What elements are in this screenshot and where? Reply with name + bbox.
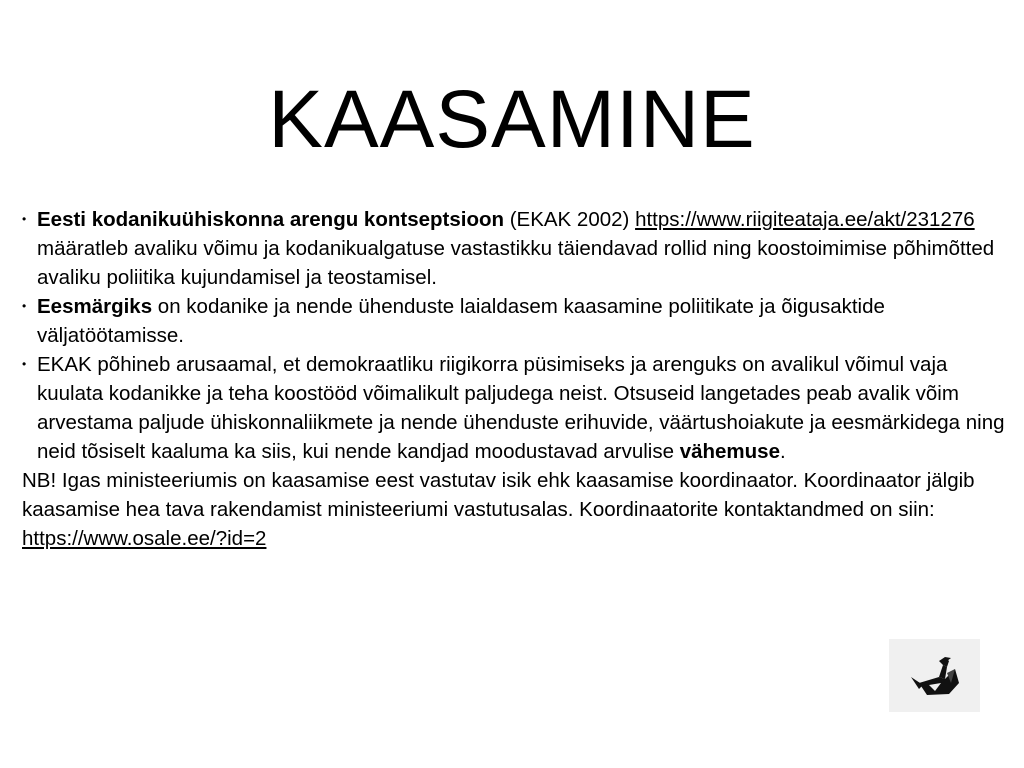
- slide-body: [22, 205, 1007, 553]
- swan-logo-icon: [889, 639, 980, 712]
- bullet-bold-text: Eesmärgiks: [37, 295, 153, 318]
- bullet-text: (EKAK 2002): [504, 208, 630, 231]
- bullet-item: [22, 292, 1007, 350]
- bullet-text: on kodanike ja nende ühenduste laialdasem kaasamine poliitikate ja õigusaktide väljatöötamisse.: [37, 295, 885, 347]
- bullet-dot: •: [22, 212, 27, 226]
- bullet-item: [22, 350, 1007, 466]
- bullet-bold-text: Eesti kodanikuühiskonna arengu kontseptsioon: [37, 208, 505, 231]
- riigiteataja-link[interactable]: https://www.riigiteataja.ee/akt/231276: [635, 208, 975, 231]
- note-paragraph: [22, 466, 1007, 553]
- bullet-dot: •: [22, 357, 27, 371]
- bullet-dot: •: [22, 299, 27, 313]
- slide-title: KAASAMINE: [268, 74, 756, 165]
- bullet-text: EKAK põhineb arusaamal, et demokraatliku riigikorra püsimiseks ja arenguks on avalikul võimul vaja kuulata kodanikke ja teha koostööd võimalikult paljudega neist. Otsuseid langetades peab avalik võim arvestama paljude ühiskonnaliikmete ja nende ühenduste erihuvide, väärtushoiakute ja eesmärkidega ning neid tõsiselt kaaluma ka siis, kui nende kandjad moodustavad arvulise: [37, 353, 1005, 463]
- bullet-bold-text: vähemuse: [679, 440, 780, 463]
- bullet-text: määratleb avaliku võimu ja kodanikualgatuse vastastikku täiendavad rollid ning koostoimimise põhimõtted avaliku poliitika kujundamisel ja teostamisel.: [37, 237, 995, 289]
- osale-link[interactable]: https://www.osale.ee/?id=2: [22, 527, 267, 550]
- bullet-text: .: [779, 440, 786, 463]
- note-text: NB! Igas ministeeriumis on kaasamise eest vastutav isik ehk kaasamise koordinaator. Koordinaator jälgib kaasamise hea tava rakendamist ministeeriumi vastutusalas. Koordinaatorite kontaktandmed on siin:: [22, 469, 975, 521]
- bullet-item: [22, 205, 1007, 292]
